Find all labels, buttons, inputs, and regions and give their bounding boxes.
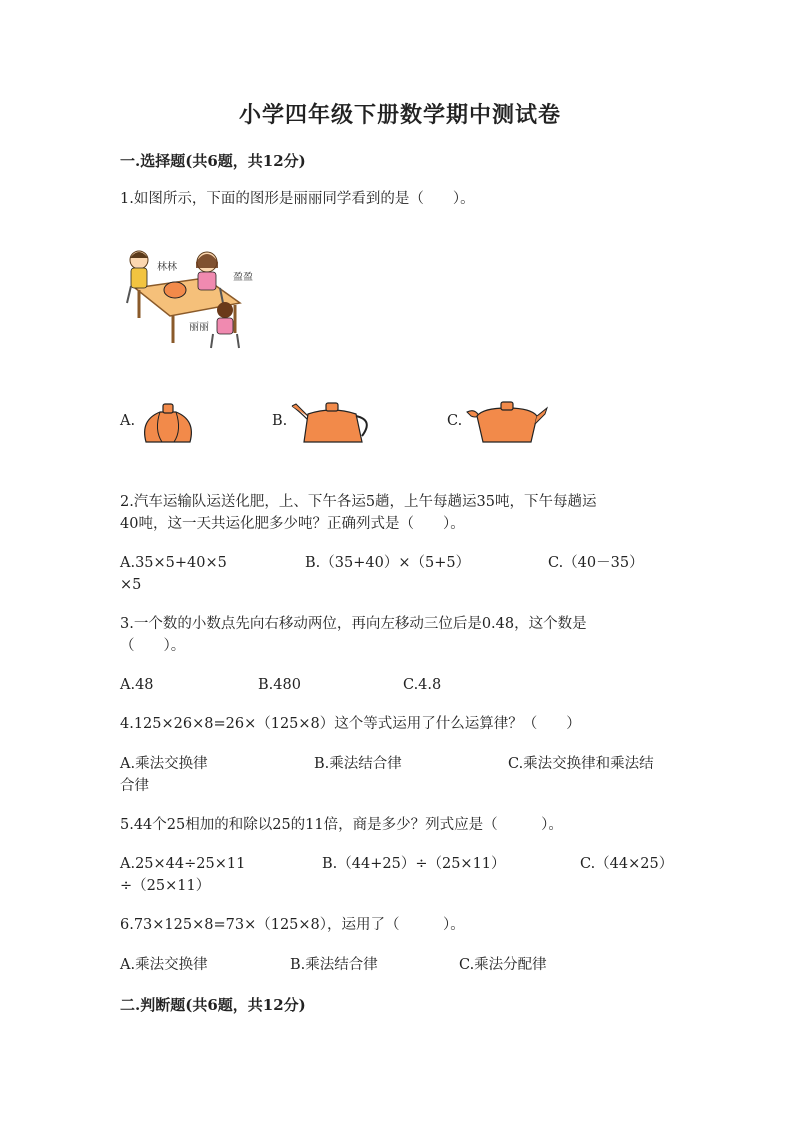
label-linlin: 林林 — [157, 262, 177, 273]
question-4-option-b: B.乘法结合律 — [314, 756, 402, 772]
question-6-option-b: B.乘法结合律 — [290, 957, 378, 973]
question-6-option-a: A.乘法交换律 — [120, 957, 208, 973]
question-1-option-b-label: B. — [272, 413, 288, 429]
question-3-option-b: B.480 — [258, 677, 301, 693]
question-1-text: 1.如图所示，下面的图形是丽丽同学看到的是（ ）。 — [120, 191, 475, 207]
question-2-option-b: B.（35+40）×（5+5） — [305, 555, 471, 571]
label-yingying: 盈盈 — [233, 272, 253, 283]
question-3-option-a: A.48 — [120, 677, 154, 693]
question-1-option-a-label: A. — [120, 413, 136, 429]
question-5-option-c: C.（44×25） — [580, 856, 674, 872]
question-5-text: 5.44个25相加的和除以25的11倍，商是多少？列式应是（ ）。 — [120, 817, 563, 833]
question-3-text-line-1: 3.一个数的小数点先向右移动两位，再向左移动三位后是0.48，这个数是 — [120, 616, 587, 632]
question-4-option-c-wrap: 合律 — [120, 778, 149, 794]
page-title: 小学四年级下册数学期中测试卷 — [238, 102, 561, 128]
question-6-text: 6.73×125×8=73×（125×8），运用了（ ）。 — [120, 917, 465, 933]
question-6-option-c: C.乘法分配律 — [459, 957, 547, 973]
section-heading-judgement: 二.判断题(共6题，共12分) — [120, 996, 306, 1014]
teapot-front-view-option-b-icon — [290, 402, 374, 446]
section-heading-choice: 一.选择题(共6题，共12分) — [120, 152, 306, 170]
label-lili: 丽丽 — [189, 322, 209, 333]
question-2-option-c: C.（40－35） — [548, 555, 644, 571]
question-5-option-b: B.（44+25）÷（25×11） — [322, 856, 506, 872]
question-2-text-line-2: 40吨，这一天共运化肥多少吨？正确列式是（ ）。 — [120, 516, 465, 532]
teapot-front-view-option-c-icon — [465, 402, 549, 446]
question-3-option-c: C.4.8 — [403, 677, 442, 693]
question-3-text-line-2: （ ）。 — [120, 638, 186, 654]
question-1-scene-illustration — [125, 248, 265, 353]
question-5-option-c-wrap: ÷（25×11） — [120, 878, 211, 894]
question-4-option-a: A.乘法交换律 — [120, 756, 208, 772]
question-5-option-a: A.25×44÷25×11 — [120, 856, 246, 872]
question-2-option-a: A.35×5+40×5 — [120, 555, 227, 571]
question-4-text: 4.125×26×8=26×（125×8）这个等式运用了什么运算律？（ ） — [120, 716, 581, 732]
teapot-side-view-option-a-icon — [140, 402, 196, 446]
question-4-option-c: C.乘法交换律和乘法结 — [508, 756, 654, 772]
question-2-option-c-wrap: ×5 — [120, 577, 142, 593]
question-1-option-c-label: C. — [447, 413, 463, 429]
question-2-text-line-1: 2.汽车运输队运送化肥，上、下午各运5趟，上午每趟运35吨，下午每趟运 — [120, 494, 597, 510]
